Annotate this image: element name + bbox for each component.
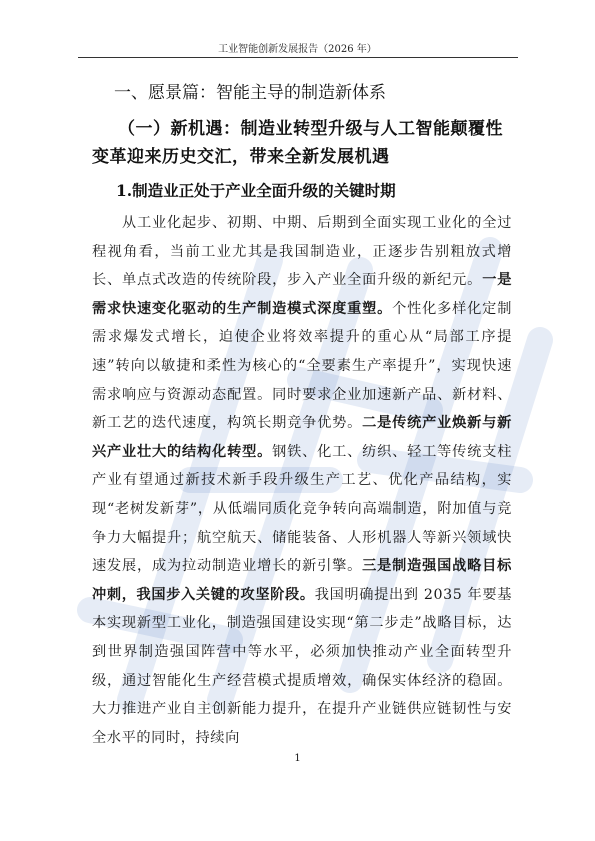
emphasis-text: 二是传统产业焕新与新兴产业壮大的结构化转型。 [92,415,512,460]
running-header: 工业智能创新发展报告（2026 年） [218,44,377,55]
paragraph-text: 从工业化起步、初期、中期、后期到全面实现工业化的全过程视角看，当前工业尤其是我国制造业，正逐步告别粗放式增长、单点式改造的传统阶段，步入产业全面升级的新纪元。 [92,215,512,289]
subsection-title: （一）新机遇：制造业转型升级与人工智能颠覆性变革迎来历史交汇，带来全新发展机遇 [92,119,503,167]
section-title: 一、愿景篇：智能主导的制造新体系 [114,83,386,103]
header-rule [78,57,518,58]
emphasis-text: 三是制造强国战略目标冲刺，我国步入关键的攻坚阶段。 [92,558,512,603]
page-number: 1 [294,753,301,764]
paragraph-text: 我国明确提出到 2035 年要基本实现新型工业化，制造强国建设实现“第二步走”战略目标，达到世界制造强国阵营中等水平，必须加快推动产业全面转型升级，通过智能化生产经营模式提质增效，确保实体经济的稳固。大力推进产业自主创新能力提升，在提升产业链供应链韧性与安全水平的同时，持续向 [92,586,512,746]
document-body [92,78,512,752]
paragraph-text: 钢铁、化工、纺织、轻工等传统支柱产业有望通过新技术新手段升级生产工艺、优化产品结构，实现“老树发新芽”，从低端同质化竞争转向高端制造，附加值与竞争力大幅提升；航空航天、储能装备、人形机器人等新兴领域快速发展，成为拉动制造业增长的新引擎。 [92,443,512,575]
emphasis-text: 一是需求快速变化驱动的生产制造模式深度重塑。 [92,272,512,317]
body-paragraph [92,209,512,752]
paragraph-text: 个性化多样化定制需求爆发式增长，迫使企业将效率提升的重心从“局部工序提速”转向以敏捷和柔性为核心的“全要素生产率提升”，实现快速需求响应与资源动态配置。同时要求企业加速新产品、新材料、新工艺的迭代速度，构筑长期竞争优势。 [92,300,512,432]
subsubsection-title: 1.制造业正处于产业全面升级的关键时期 [116,181,396,200]
